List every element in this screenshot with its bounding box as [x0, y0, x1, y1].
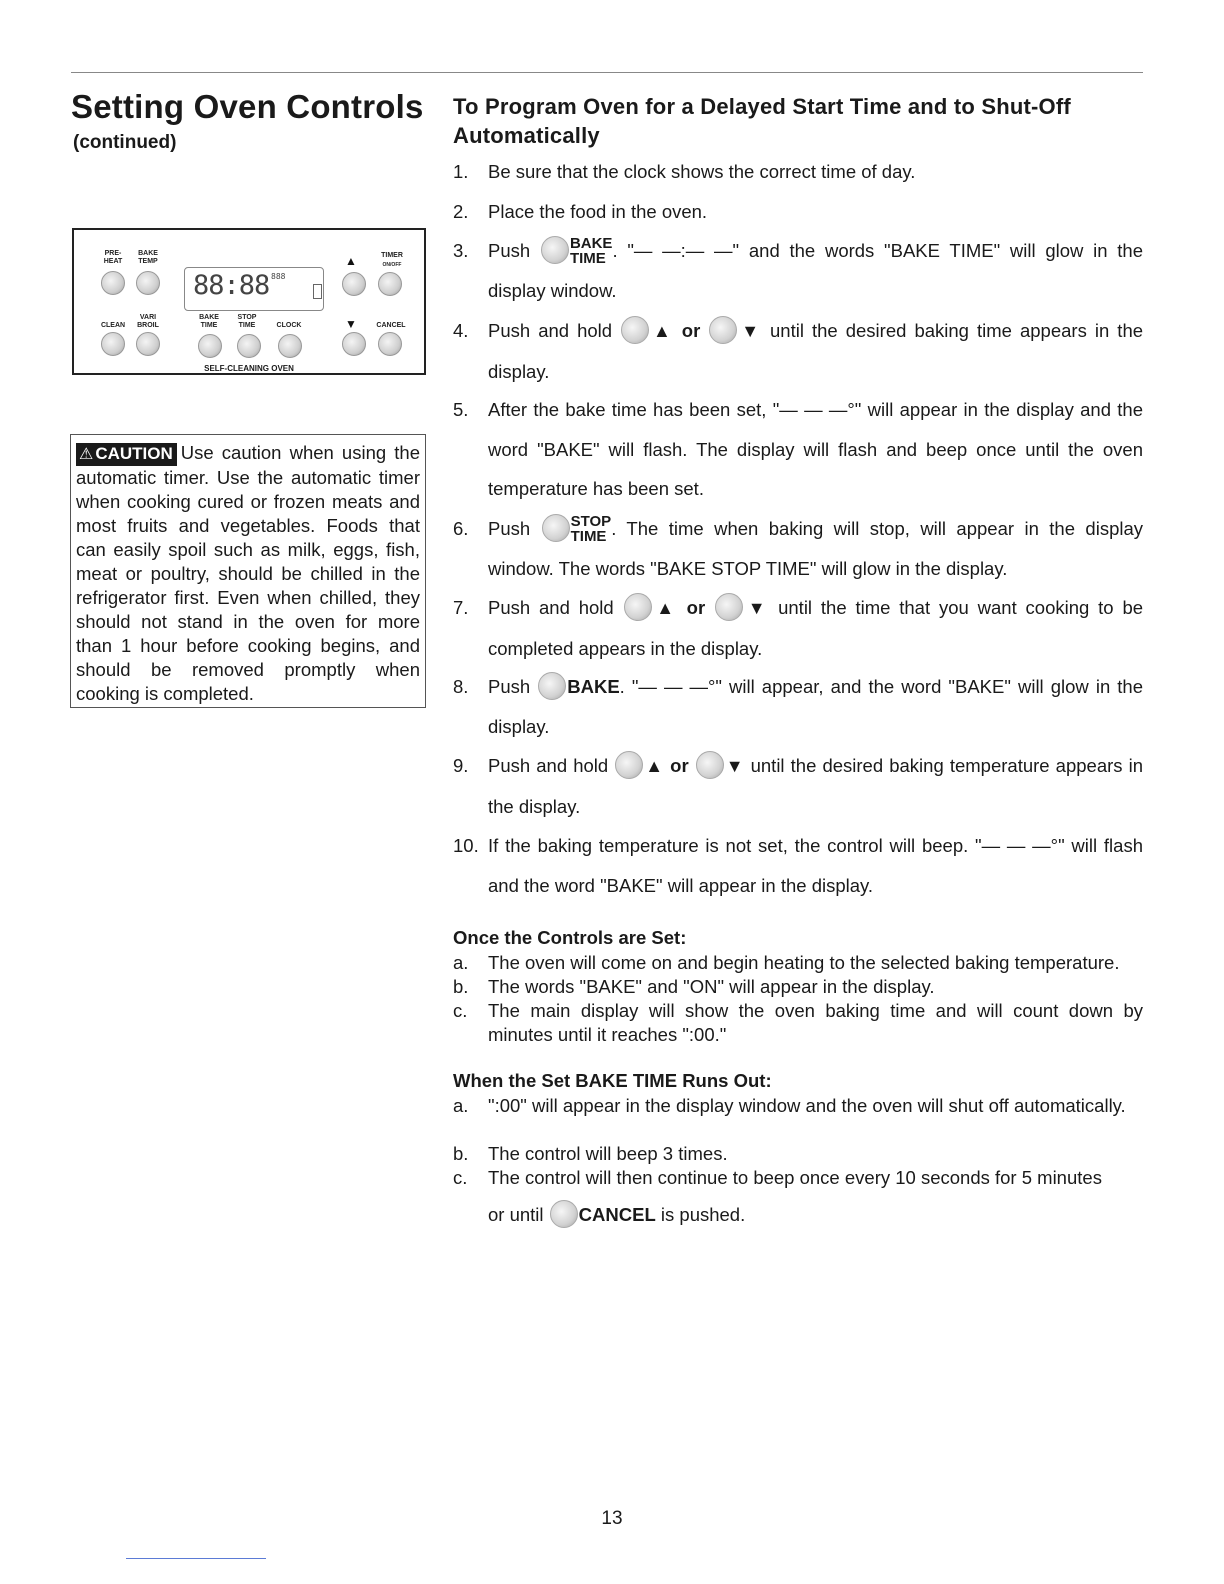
step-text-post: until the desired baking time appears in the display.	[488, 320, 1144, 382]
step-text-post: . "— —:— —" and the words "BAKE TIME" will glow in the display window.	[488, 240, 1144, 301]
step-text: After the bake time has been set, "— — —°" will appear in the display and the word "BAKE" will flash. The display will flash and beep once until the oven temperature has been set.	[488, 399, 1143, 500]
step-number: 10.	[453, 835, 479, 856]
up-key-icon	[621, 316, 649, 344]
item-text: The main display will show the oven baking time and will count down by minutes until it reaches ":00."	[488, 1000, 1143, 1045]
bake-temp-knob	[136, 271, 160, 295]
step-10	[453, 826, 1143, 905]
step-text-pre: Push and hold	[488, 755, 609, 776]
step-text: Place the food in the oven.	[488, 201, 708, 222]
step-text-pre: Push and hold	[488, 597, 614, 618]
panel-display	[184, 267, 324, 311]
down-knob	[342, 332, 366, 356]
step-text-post: . The time when baking will stop, will appear in the display window. The words "BAKE STOP TIME" will glow in the display.	[488, 518, 1144, 579]
preheat-label: PRE- HEAT	[103, 250, 123, 265]
tail-text-post: is pushed.	[660, 1204, 746, 1225]
or-label: or	[686, 597, 706, 618]
bake-time-key-icon	[541, 236, 569, 264]
runs-out-item-b	[453, 1142, 1143, 1166]
down-key-icon	[709, 316, 737, 344]
runs-out-tail	[453, 1200, 1143, 1228]
item-letter: a.	[453, 952, 469, 973]
cancel-knob	[378, 332, 402, 356]
step-9	[453, 746, 1143, 826]
step-number: 4.	[453, 320, 469, 341]
step-text-post: until the desired baking temperature appears in the display.	[488, 755, 1144, 817]
step-text-pre: Push	[488, 240, 531, 261]
up-key-icon	[615, 751, 643, 779]
step-text-pre: Push	[488, 518, 531, 539]
step-text-post: until the time that you want cooking to be completed appears in the display.	[488, 597, 1144, 659]
up-arrow-icon: ▲	[650, 321, 674, 341]
cancel-key-label: CANCEL	[578, 1204, 656, 1225]
stop-time-key-label: STOP TIME	[570, 513, 612, 545]
caution-text: Use caution when using the automatic timer. Use the automatic timer when cooking cured or frozen meats and most fruits and vegetables. Foods that can easily spoil such as milk, eggs, fish, meat or poultry, should be chilled in the refrigerator first. Even when chilled, they should not stand in the oven for more than 1 hour before cooking begins, and should be removed promptly when cooking is completed.	[76, 442, 420, 704]
stop-time-knob	[237, 334, 261, 358]
down-arrow-icon: ▼	[345, 317, 357, 331]
item-text: The oven will come on and begin heating to the selected baking temperature.	[488, 952, 1120, 973]
step-number: 8.	[453, 676, 469, 697]
item-text: The words "BAKE" and "ON" will appear in the display.	[488, 976, 935, 997]
item-letter: b.	[453, 976, 469, 997]
bake-key-label: BAKE	[567, 676, 620, 697]
up-arrow-icon: ▲	[652, 598, 678, 618]
step-number: 5.	[453, 399, 469, 420]
runs-out-item-a	[453, 1094, 1143, 1118]
step-number: 6.	[453, 518, 469, 539]
item-letter: c.	[453, 1167, 468, 1188]
step-text-pre: Push and hold	[488, 320, 613, 341]
step-text: Be sure that the clock shows the correct time of day.	[488, 161, 916, 182]
clean-label: CLEAN	[100, 322, 126, 329]
up-arrow-icon: ▲	[345, 254, 357, 268]
warning-icon: ⚠	[79, 446, 94, 463]
item-letter: b.	[453, 1143, 469, 1164]
item-text: The control will then continue to beep once every 10 seconds for 5 minutes	[488, 1167, 1102, 1188]
once-set-item-a	[453, 951, 1143, 975]
page-number: 13	[601, 1508, 623, 1529]
timer-label: TIMER	[381, 252, 403, 259]
step-5	[453, 390, 1143, 509]
runs-out-item-c	[453, 1166, 1143, 1190]
step-8	[453, 667, 1143, 746]
step-6	[453, 509, 1143, 588]
timer-knob	[378, 272, 402, 296]
vari-broil-label: VARI BROIL	[137, 314, 159, 329]
or-label: or	[670, 755, 689, 776]
panel-footer-label: SELF-CLEANING OVEN	[204, 364, 294, 373]
runs-out-heading: When the Set BAKE TIME Runs Out:	[453, 1070, 772, 1091]
caution-box	[70, 434, 426, 708]
down-arrow-icon: ▼	[744, 598, 770, 618]
page-title: Setting Oven Controls	[71, 88, 424, 125]
step-2	[453, 192, 1143, 232]
caution-badge-label: CAUTION	[95, 444, 173, 463]
display-indicator	[313, 284, 322, 299]
once-set-heading: Once the Controls are Set:	[453, 927, 687, 948]
once-set-item-b	[453, 975, 1143, 999]
preheat-knob	[101, 271, 125, 295]
item-letter: a.	[453, 1095, 469, 1116]
down-arrow-icon: ▼	[738, 321, 762, 341]
program-title: To Program Oven for a Delayed Start Time and to Shut-Off Automatically	[453, 94, 1071, 148]
step-4	[453, 311, 1143, 391]
step-number: 7.	[453, 597, 469, 618]
tail-text-pre: or until	[488, 1204, 544, 1225]
broil-knob	[136, 332, 160, 356]
stop-time-key-icon	[542, 514, 570, 542]
top-rule	[71, 72, 1143, 73]
down-arrow-icon: ▼	[724, 756, 745, 776]
once-set-item-c	[453, 999, 1143, 1046]
or-label: or	[681, 320, 701, 341]
step-number: 3.	[453, 240, 469, 261]
clean-knob	[101, 332, 125, 356]
display-small-digits: 888	[271, 272, 286, 281]
step-number: 1.	[453, 161, 469, 182]
step-text-pre: Push	[488, 676, 531, 697]
cancel-label: CANCEL	[376, 322, 406, 329]
bake-time-knob	[198, 334, 222, 358]
timer-onoff-label: ON/OFF	[382, 262, 402, 268]
up-arrow-icon: ▲	[644, 756, 665, 776]
stop-time-label: STOP TIME	[237, 314, 257, 329]
item-text: ":00" will appear in the display window and the oven will shut off automatically.	[488, 1095, 1126, 1116]
caution-badge	[76, 443, 177, 466]
cancel-key-icon	[550, 1200, 578, 1228]
item-letter: c.	[453, 1000, 468, 1021]
step-text-post: . "— — —°" will appear, and the word "BAKE" will glow in the display.	[488, 676, 1144, 737]
bake-time-key-label: BAKE TIME	[569, 235, 613, 267]
bake-time-label: BAKE TIME	[199, 314, 219, 329]
down-key-icon	[715, 593, 743, 621]
down-key-icon	[696, 751, 724, 779]
up-key-icon	[624, 593, 652, 621]
step-1	[453, 152, 1143, 192]
up-knob	[342, 272, 366, 296]
clock-label: CLOCK	[276, 322, 302, 329]
step-3	[453, 231, 1143, 310]
step-text: If the baking temperature is not set, the control will beep. "— — —°" will flash and the word "BAKE" will appear in the display.	[488, 835, 1143, 896]
bake-key-icon	[538, 672, 566, 700]
item-text: The control will beep 3 times.	[488, 1143, 728, 1164]
step-7	[453, 588, 1143, 668]
step-number: 9.	[453, 755, 469, 776]
display-digits: 88:88	[193, 270, 270, 301]
control-panel-illustration	[72, 228, 426, 375]
step-number: 2.	[453, 201, 469, 222]
page-subtitle: (continued)	[73, 132, 177, 153]
clock-knob	[278, 334, 302, 358]
bottom-link-underline	[126, 1558, 266, 1559]
bake-temp-label: BAKE TEMP	[138, 250, 158, 265]
